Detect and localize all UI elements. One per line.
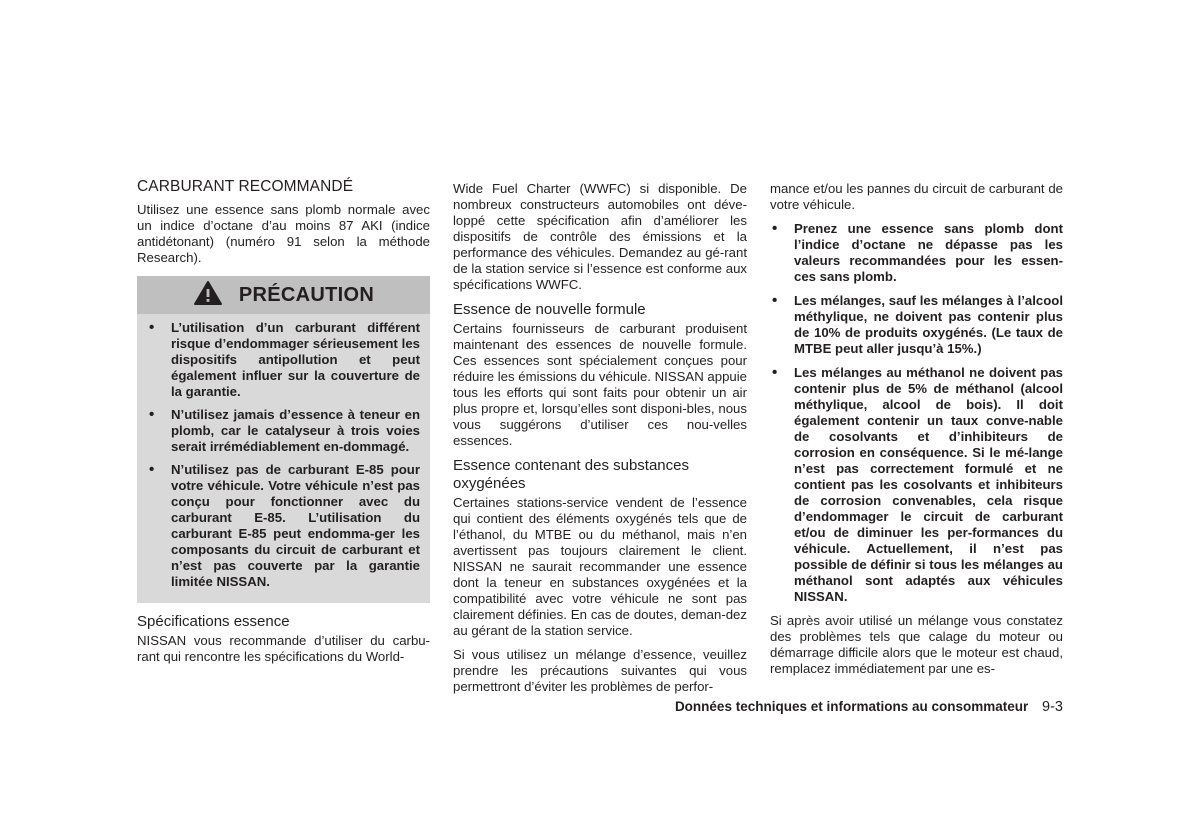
oxygenated-paragraph: Certaines stations-service vendent de l’essence qui contient des éléments oxygénés tels que de l’éthanol, du MTBE ou du méthanol, mais n’en avertissent pas toujours clairement le client. NISSAN ne saurait recommander une essence dont la teneur en substances oxygénées et la compatibilité avec votre véhicule ne sont pas clairement définies. En cas de doutes, deman-dez au gérant de la station service. (453, 495, 747, 638)
column-left (137, 178, 430, 673)
caution-title: PRÉCAUTION (238, 283, 375, 306)
precaution-item: • Les mélanges, sauf les mélanges à l’alcool méthylique, ne doivent pas contenir plus de 10% de produits oxygénés. (Le taux de MTBE peut aller jusqu’à 15%.) (770, 293, 1063, 357)
column-middle (453, 181, 747, 703)
specs-paragraph: NISSAN vous recommande d’utiliser du carbu-rant qui rencontre les spécifications du World- (137, 633, 430, 664)
wwfc-paragraph: Wide Fuel Charter (WWFC) si disponible. De nombreux constructeurs automobiles ont déve-loppé cette spécification afin d’améliorer les dispositifs de contrôle des émissions et la performance des véhicules. Demandez au gé-rant de la station service si l’essence est conforme aux spécifications WWFC. (453, 181, 747, 292)
mix-paragraph: Si vous utilisez un mélange d’essence, veuillez prendre les précautions suivantes qui vous permettront d’éviter les problèmes de perfor- (453, 647, 747, 694)
caution-box (137, 276, 430, 603)
new-formula-heading: Essence de nouvelle formule (453, 301, 646, 318)
precaution-item: • Prenez une essence sans plomb dont l’indice d’octane ne dépasse pas les valeurs recommandées pour les essen-ces sans plomb. (770, 221, 1063, 285)
column-right (770, 181, 1063, 685)
precaution-item: • Les mélanges au méthanol ne doivent pas contenir plus de 5% de méthanol (alcool méthylique, alcool de bois). Il doit également contenir un taux conve-nable de cosolvants et d’inhibiteurs de corrosion en conséquence. Si le mé-lange n’est pas correctement formulé et ne contient pas les cosolvants et inhibiteurs de corrosion convenables, cela risque d’endommager le circuit de carburant et/ou de diminuer les per-formances du véhicule. Actuellement, il n’est pas possible de définir si tous les mélanges au méthanol sont adaptés aux véhicules NISSAN. (770, 365, 1063, 605)
new-formula-paragraph: Certains fournisseurs de carburant produisent maintenant des essences de nouvelle formule. Ces essences sont spécialement conçues pour réduire les émissions du véhicule. NISSAN appuie tous les efforts qui sont faits pour obtenir un air plus propre et, lorsqu’elles sont disponi-bles, nous vous suggérons d’utiliser ces nou-velles essences. (453, 321, 747, 448)
specs-heading: Spécifications essence (137, 613, 290, 630)
footer-title: Données techniques et informations au consommateur (674, 699, 1029, 714)
caution-header (137, 276, 430, 314)
after-mix-paragraph: Si après avoir utilisé un mélange vous constatez des problèmes tels que calage du moteur ou démarrage difficile alors que le moteur est chaud, remplacez immédiatement par une es- (770, 613, 1063, 676)
page-number: 9-3 (1042, 699, 1063, 715)
continuation-paragraph: mance et/ou les pannes du circuit de carburant de votre véhicule. (770, 181, 1063, 212)
caution-item: • N’utilisez pas de carburant E-85 pour votre véhicule. Votre véhicule n’est pas conçu pour fonctionner avec du carburant E-85. L’utilisation du carburant E-85 peut endomma-ger les composants du circuit de carburant et n’est pas couverte par la garantie limitée NISSAN. (147, 462, 420, 590)
section-heading-carburant: CARBURANT RECOMMANDÉ (137, 178, 354, 195)
precautions-list (770, 221, 1063, 605)
caution-item: • L’utilisation d’un carburant différent risque d’endommager sérieusement les dispositifs antipollution et peut également influer sur la couverture de la garantie. (147, 320, 420, 400)
warning-icon (193, 280, 223, 311)
intro-paragraph: Utilisez une essence sans plomb normale avec un indice d’octane d’au moins 87 AKI (indice antidétonant) (numéro 91 selon la méthode Research). (137, 202, 430, 265)
oxygenated-heading: Essence contenant des substances oxygénées (453, 457, 689, 492)
caution-item: • N’utilisez jamais d’essence à teneur en plomb, car le catalyseur à trois voies serait irrémédiablement en-dommagé. (147, 407, 420, 455)
page-footer (453, 699, 1063, 715)
caution-body (137, 314, 430, 603)
